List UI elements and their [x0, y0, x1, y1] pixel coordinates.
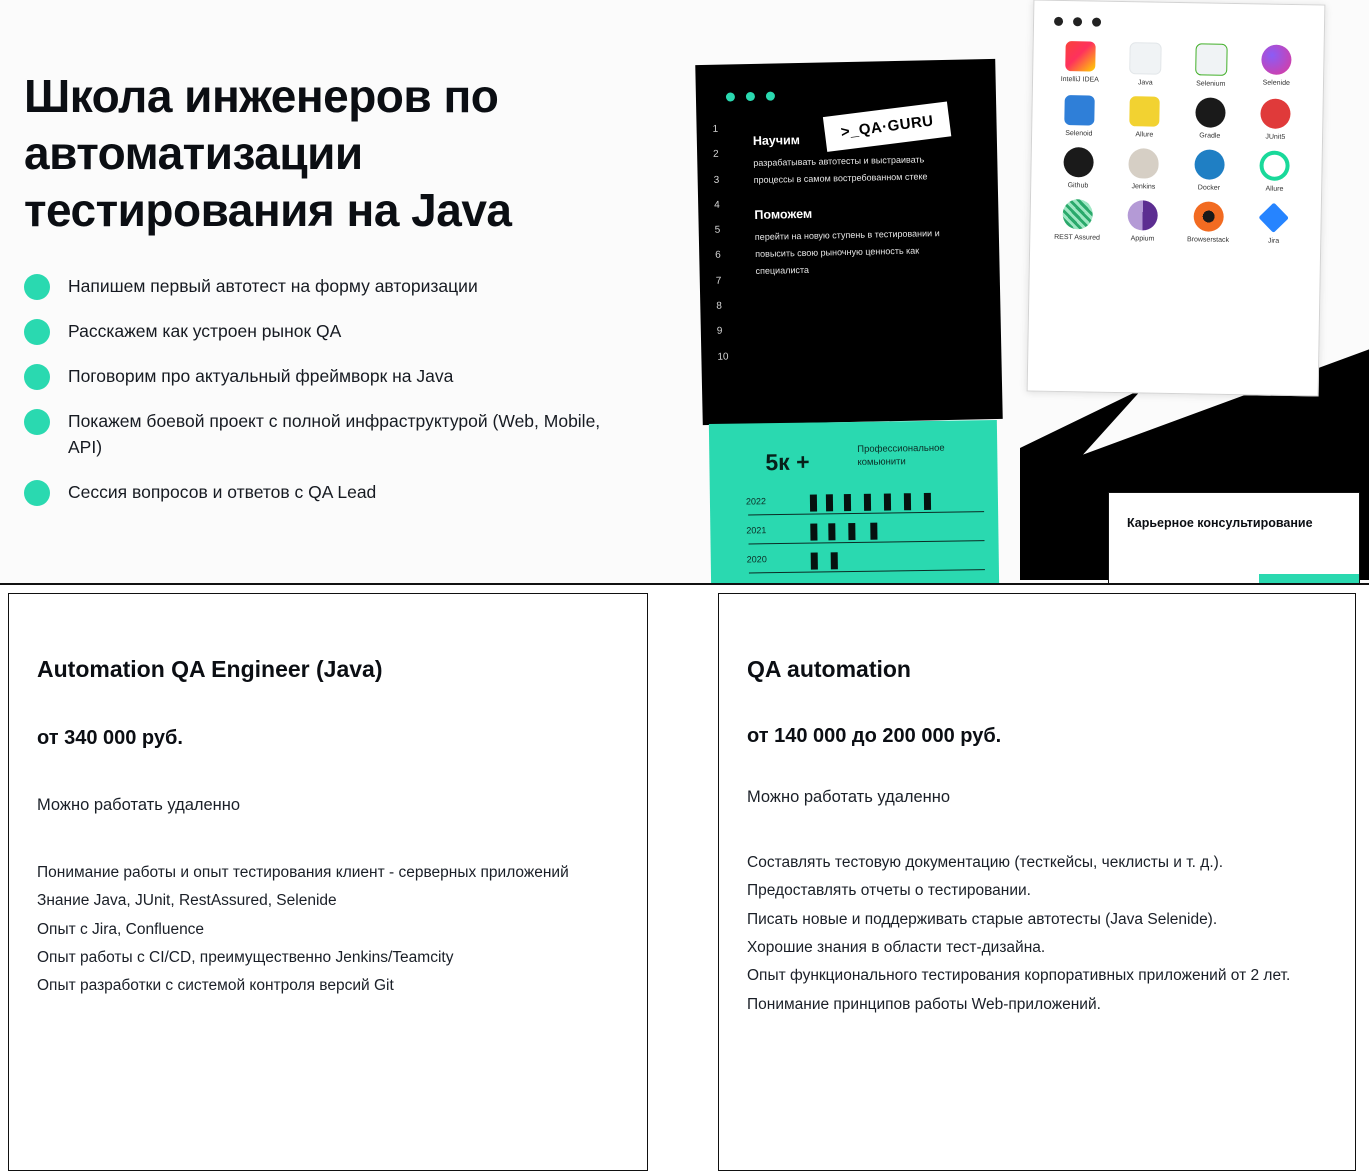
allure-report-icon [1260, 150, 1291, 181]
line-number: 8 [716, 300, 722, 312]
community-count: 5к + [765, 448, 810, 476]
terminal-heading: Поможем [754, 207, 813, 223]
tools-grid [1044, 41, 1309, 246]
window-dots-icon [1054, 17, 1101, 27]
bullet-label: Сессия вопросов и ответов с QA Lead [68, 481, 377, 502]
tool-label: JUnit5 [1265, 133, 1286, 141]
requirement-item: Опыт функционального тестирования корпоративных приложений от 2 лет. [747, 967, 1291, 985]
year-label: 2022 [745, 496, 767, 507]
selenium-icon [1195, 43, 1228, 76]
bullet-label: Напишем первый автотест на форму авторизации [68, 276, 478, 297]
list-item [24, 318, 664, 345]
line-number: 2 [713, 149, 719, 161]
tool-label: Java [1137, 79, 1153, 87]
selenide-icon [1261, 44, 1292, 75]
line-number-gutter [712, 116, 743, 369]
tool-label: Gradle [1199, 132, 1221, 140]
tool-gradle [1177, 97, 1243, 140]
terminal-content [753, 130, 968, 300]
vacancy-title: QA automation [747, 656, 911, 682]
tool-label: Selenium [1196, 80, 1226, 88]
tool-java [1112, 42, 1178, 87]
hero-text-block [24, 68, 664, 524]
career-accent-bar [1259, 574, 1359, 585]
terminal-paragraph: перейти на новую ступень в тестировании и повысить свою рыночную ценность как специалиста [754, 228, 940, 276]
hero-illustration [690, 0, 1369, 583]
appium-icon [1128, 200, 1159, 231]
bullet-label: Расскажем как устроен рынок QA [68, 321, 342, 342]
gradle-icon [1195, 97, 1226, 128]
intellij-idea-icon [1065, 41, 1096, 72]
year-label: 2021 [746, 525, 767, 536]
bullet-label: Покажем боевой проект с полной инфраструктурой (Web, Mobile, API) [68, 411, 601, 458]
bullet-label: Поговорим про актуальный фреймворк на Java [68, 366, 454, 387]
tool-allure-report [1242, 150, 1308, 193]
bullet-dot-icon [24, 274, 50, 300]
requirement-item: Хорошие знания в области тест-дизайна. [747, 939, 1046, 957]
bullet-dot-icon [24, 409, 50, 435]
tool-label: IntelliJ IDEA [1060, 75, 1099, 84]
bullet-dot-icon [24, 480, 50, 506]
allure-icon [1129, 96, 1160, 127]
tool-selenide [1243, 44, 1309, 89]
vacancy-title: Automation QA Engineer (Java) [37, 656, 383, 682]
vacancy-card-qa-automation [718, 593, 1356, 1171]
line-number: 5 [714, 224, 721, 236]
hero-section [0, 0, 1369, 585]
requirement-item: Составлять тестовую документацию (тесткейсы, чеклисты и т. д.). Предоставлять отчеты о тестировании. [747, 854, 1224, 900]
vacancy-salary: от 340 000 руб. [37, 727, 183, 749]
selenoid-icon [1064, 95, 1095, 126]
page-title: Школа инженеров по автоматизации тестирования на Java [24, 70, 512, 237]
tool-label: Appium [1130, 235, 1155, 243]
tool-jira [1241, 202, 1307, 245]
vacancy-remote-note: Можно работать удаленно [747, 788, 951, 806]
vacancy-salary: от 140 000 до 200 000 руб. [747, 725, 1002, 747]
community-year-row [748, 511, 984, 544]
line-number: 3 [713, 174, 720, 186]
tool-label: Jenkins [1131, 183, 1156, 191]
list-item [24, 479, 664, 506]
requirement-item: Понимание принципов работы Web-приложений. [747, 995, 1101, 1013]
line-number: 1 [712, 123, 719, 135]
qa-guru-logo: >_QA·GURU [823, 101, 952, 151]
tool-label: Allure [1265, 185, 1284, 193]
terminal-heading: Научим [752, 133, 801, 148]
year-label: 2020 [746, 554, 767, 565]
community-card [709, 420, 999, 585]
list-item [24, 273, 664, 300]
vacancy-remote-note: Можно работать удаленно [37, 796, 241, 814]
rest-assured-icon [1062, 199, 1093, 230]
bullet-dot-icon [24, 364, 50, 390]
requirement-item: Опыт разработки с системой контроля версий Git [37, 977, 394, 995]
list-item [24, 408, 664, 461]
tool-label: Selenoid [1065, 130, 1093, 138]
career-card [1108, 492, 1360, 585]
vacancy-cards [0, 585, 1369, 1171]
tool-github [1045, 147, 1111, 190]
community-year-row [746, 540, 985, 573]
tool-allure [1112, 96, 1178, 139]
line-number: 4 [714, 199, 720, 211]
tool-label: REST Assured [1054, 233, 1100, 242]
career-title: Карьерное консультирование [1127, 516, 1313, 530]
java-icon [1129, 42, 1162, 75]
junit5-icon [1260, 98, 1291, 129]
tool-label: Docker [1197, 184, 1221, 192]
vacancy-card-automation-qa-engineer [8, 593, 648, 1171]
tool-selenoid [1046, 95, 1112, 138]
terminal-paragraph: разрабатывать автотесты и выстраивать процессы в самом востребованном стеке [753, 154, 928, 185]
jira-icon [1259, 202, 1290, 233]
tools-card [1027, 0, 1326, 397]
tool-label: Browserstack [1186, 236, 1230, 244]
line-number: 6 [715, 250, 721, 262]
community-year-row [745, 482, 984, 515]
terminal-card [695, 59, 1002, 425]
tool-jenkins [1111, 148, 1177, 191]
line-number: 9 [716, 326, 723, 338]
vacancy-requirements [37, 859, 613, 1001]
tool-selenium [1178, 43, 1244, 88]
tool-docker [1176, 149, 1242, 192]
window-dots-icon [726, 92, 775, 102]
tool-intellij-idea [1047, 41, 1113, 86]
tool-label: Selenide [1262, 79, 1290, 87]
requirement-item: Понимание работы и опыт тестирования клиент - серверных приложений [37, 864, 569, 881]
line-number: 10 [717, 351, 729, 363]
tool-appium [1110, 200, 1176, 243]
jenkins-icon [1129, 148, 1160, 179]
vacancy-requirements [747, 849, 1321, 1019]
tool-rest-assured [1044, 199, 1110, 242]
community-caption: Профессиональное комьюнити [857, 442, 945, 468]
github-icon [1063, 147, 1094, 178]
line-number: 7 [715, 275, 722, 287]
browserstack-icon [1193, 201, 1224, 232]
docker-icon [1194, 149, 1225, 180]
bullet-dot-icon [24, 319, 50, 345]
requirement-item: Писать новые и поддерживать старые автотесты (Java Selenide). [747, 910, 1218, 928]
tool-browserstack [1175, 201, 1241, 244]
list-item [24, 363, 664, 390]
requirement-item: Знание Java, JUnit, RestAssured, Selenide [37, 892, 337, 910]
tool-junit5 [1243, 98, 1309, 141]
requirement-item: Опыт работы с CI/CD, преимущественно Jenkins/Teamcity [37, 949, 454, 967]
hero-bullet-list [24, 273, 664, 506]
tool-label: Allure [1135, 131, 1154, 139]
tool-label: Github [1067, 182, 1089, 190]
tool-label: Jira [1267, 237, 1280, 245]
requirement-item: Опыт с Jira, Confluence [37, 920, 205, 938]
